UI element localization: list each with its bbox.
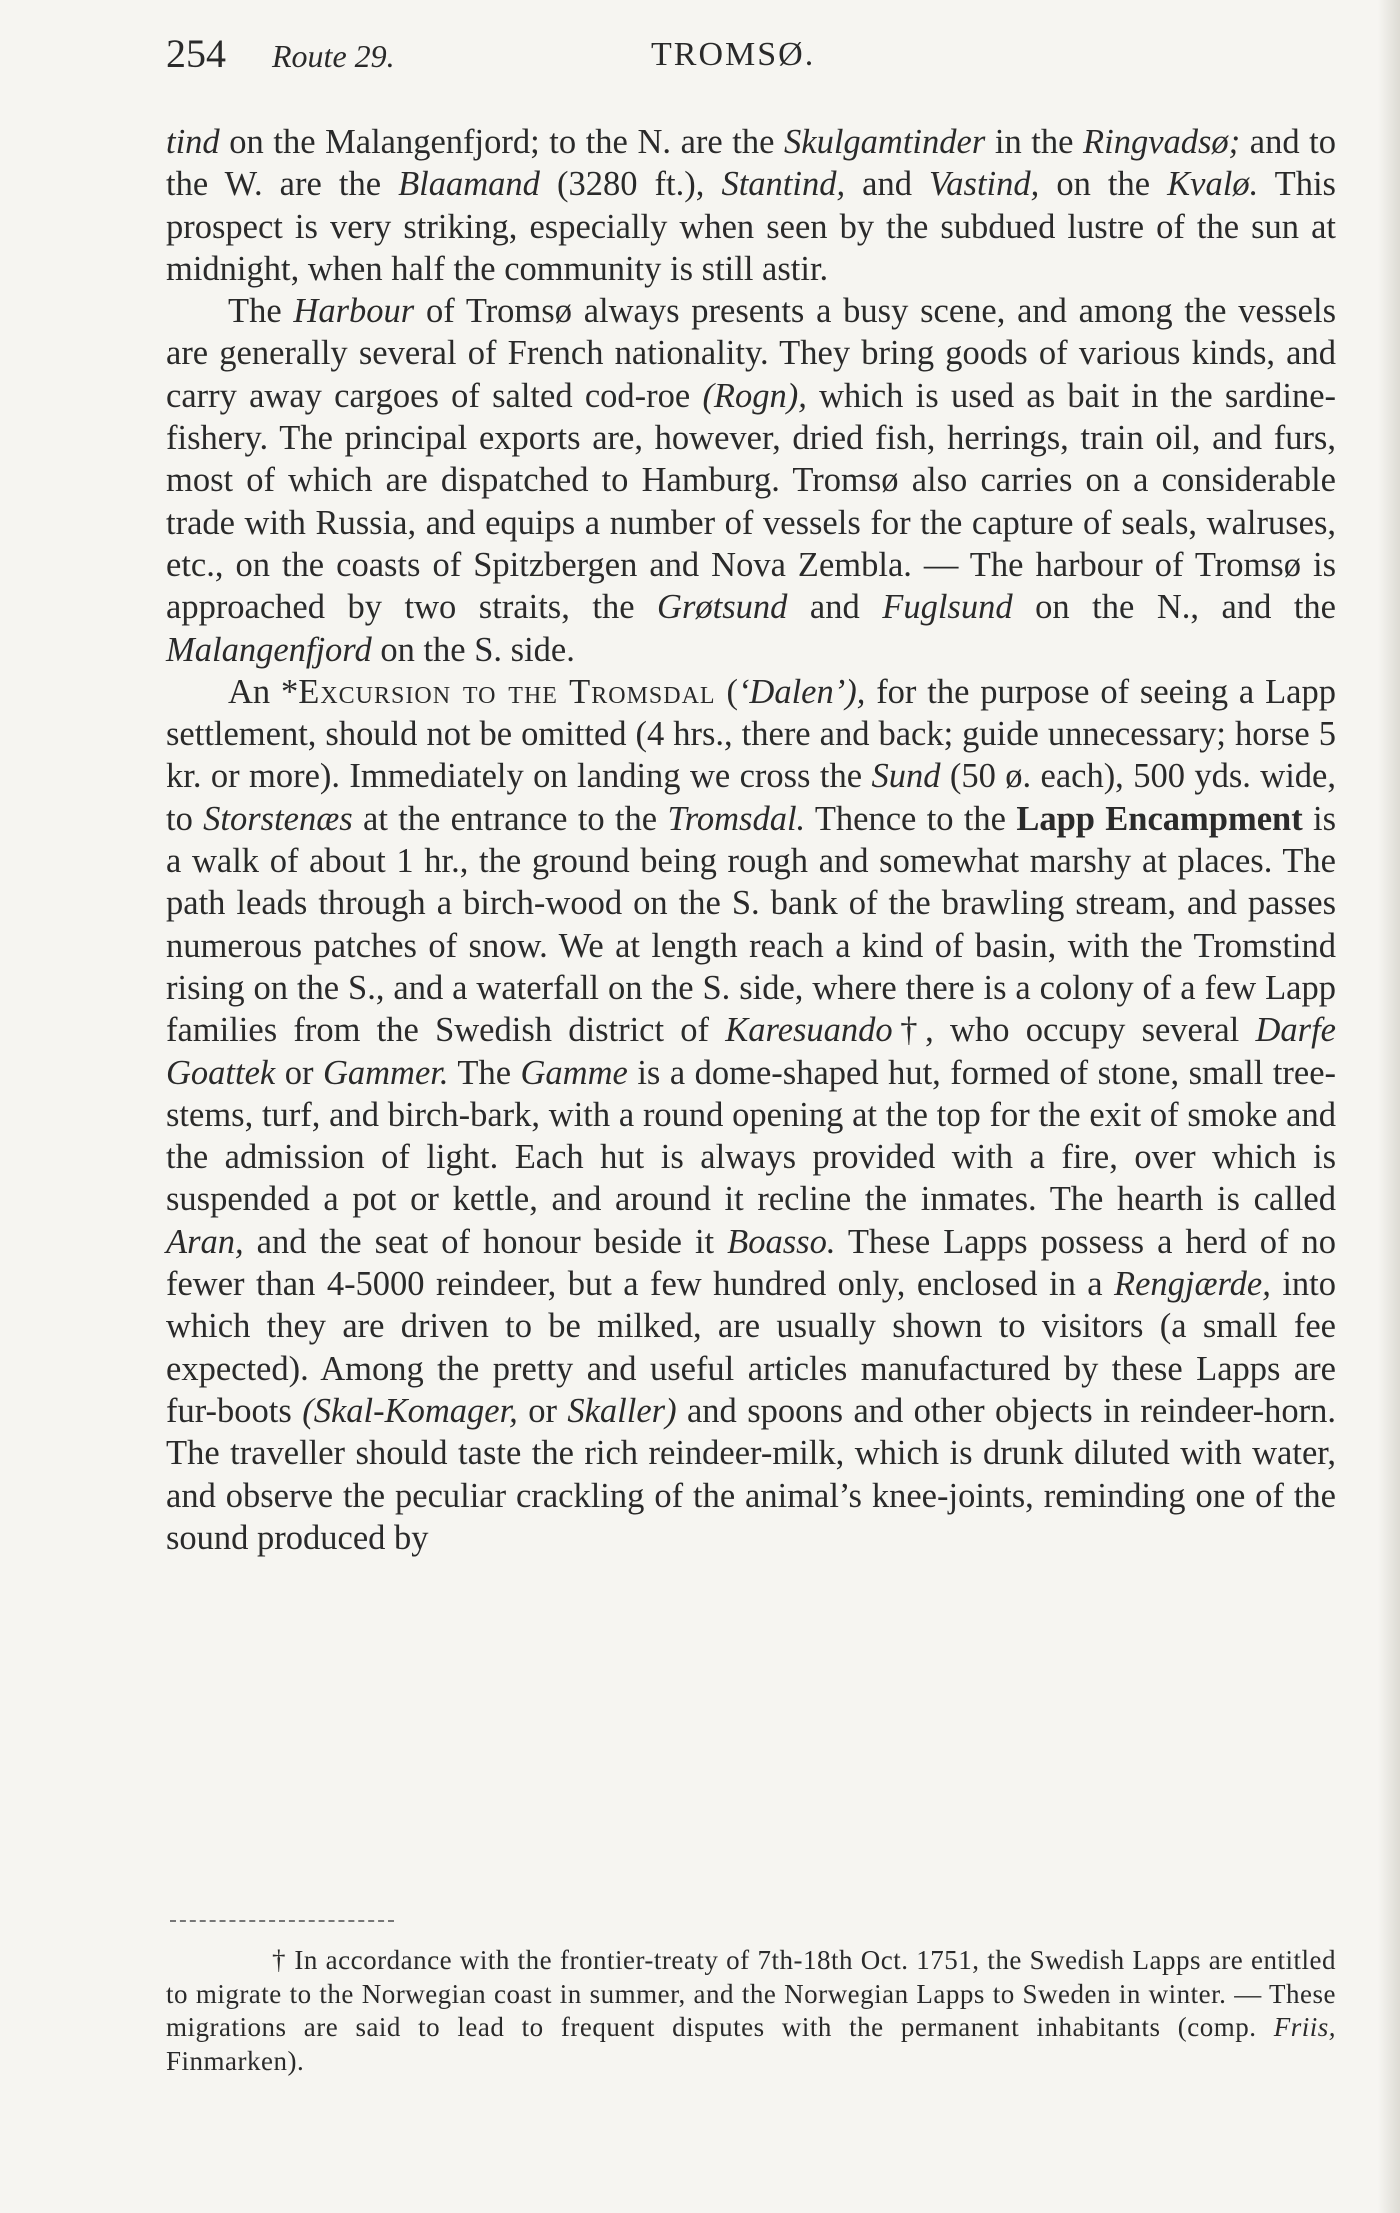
italic-term: Gammer.	[322, 1053, 449, 1092]
italic-term: Rengjærde,	[1114, 1265, 1271, 1304]
text-run: is a walk of about 1 hr., the ground being rough and somewhat marshy at places. The path leads through a birch-wood on the S. bank of the brawling stream, and passes numerous patches of snow. We at length reach a kind of basin, with the Tromstind rising on the S., and a waterfall on the S. side, where there is a colony of a few Lapp families from the Swedish district of	[166, 799, 1337, 1050]
text-run: (50 ø. each), 500 yds. wide, to	[166, 757, 1336, 838]
italic-term: Ringvadsø;	[1083, 123, 1241, 161]
text-run: in the	[985, 123, 1084, 161]
page-number: 254	[166, 31, 226, 76]
italic-term: ‘Dalen’),	[737, 672, 866, 711]
italic-term: Darfe Goattek	[166, 1011, 1336, 1092]
italic-term: Storstenæs	[203, 799, 353, 838]
text-run: into which they are driven to be milked, are usually shown to visitors (a small fee expected). Among the pretty and useful articles manufactured by these Lapps are fur-boots	[166, 1265, 1336, 1430]
italic-term: Kvalø.	[1167, 165, 1259, 204]
text-run: (3280 ft.),	[539, 165, 722, 204]
text-run: The	[228, 292, 294, 331]
text-run: is a dome-shaped hut, formed of stone, small tree-stems, turf, and birch-bark, with a round opening at the top for the exit of smoke and the admission of light. Each hut is always provided with a fire, over which is suspended a pot or kettle, and around it recline the inmates. The hearth is called	[166, 1053, 1337, 1219]
text-run: and	[845, 165, 930, 204]
italic-term: Boasso.	[727, 1222, 836, 1261]
italic-term: Vastind,	[929, 165, 1040, 204]
italic-term: Skulgamtinder	[784, 123, 986, 161]
text-run: The	[448, 1053, 521, 1092]
text-run: (	[715, 672, 738, 711]
footnote	[166, 1944, 1336, 2078]
text-run: An *	[228, 672, 299, 711]
text-run: which is used as bait in the sardine-fishery. The principal exports are, however, dried fish, herrings, train oil, and furs, most of which are dispatched to Hamburg. Tromsø also carries on a considerable trade with Russia, and equips a number of vessels for the capture of seals, walruses, etc., on the coasts of Spitzbergen and Nova Zembla. — The harbour of Tromsø is approached by two straits, the	[166, 376, 1336, 627]
text-run: Finmarken).	[166, 2045, 305, 2076]
main-text	[166, 121, 1336, 1559]
text-run: and spoons and other objects in reindeer-horn. The traveller should taste the rich reindeer-milk, which is drunk diluted with water, and observe the peculiar crackling of the animal’s knee-joints, reminding one of the sound produced by	[166, 1391, 1336, 1557]
footnote-text	[166, 1944, 1336, 2078]
italic-term: (Skal-Komager,	[302, 1391, 518, 1430]
italic-term: Grøtsund	[657, 588, 788, 627]
text-run: These Lapps possess a herd of no fewer than 4-5000 reindeer, but a few hundred only, enclosed in a	[166, 1222, 1336, 1304]
italic-term: Skaller)	[567, 1391, 677, 1430]
text-run: Thence to the	[805, 799, 1017, 838]
italic-term: Gamme	[520, 1053, 628, 1092]
text-run: This prospect is very striking, especially when seen by the subdued lustre of the sun at midnight, when half the community is still astir.	[166, 165, 1336, 288]
text-run: and the seat of honour beside it	[243, 1222, 728, 1261]
italic-term: Friis,	[1273, 2012, 1336, 2042]
running-header	[166, 30, 1336, 90]
italic-term: Malangenfjord	[166, 630, 372, 669]
text-run: or	[517, 1391, 568, 1430]
text-run: on the N., and the	[1012, 588, 1336, 627]
text-run: † In accordance with the frontier-treaty of 7th-18th Oct. 1751, the Swedish Lapps are entitled to migrate to the Norwegian coast in summer, and the Norwegian Lapps to Sweden in winter. — These migrations are said to lead to frequent disputes with the permanent inhabitants (comp.	[166, 1945, 1336, 2042]
text-run: †, who occupy several	[892, 1011, 1256, 1050]
text-run: on the Malangenfjord; to the N. are the	[219, 123, 785, 161]
italic-term: Blaamand	[398, 165, 540, 204]
italic-term: Stantind,	[721, 165, 846, 204]
italic-term: tind	[166, 123, 220, 161]
text-run: on the	[1039, 165, 1168, 204]
text-run: for the purpose of seeing a Lapp settlement, should not be omitted (4 hrs., there and back; guide unnecessary; horse 5 kr. or more). Immediately on landing we cross the	[166, 672, 1336, 796]
page-edge-shadow	[1378, 0, 1400, 2213]
italic-term: Sund	[871, 757, 941, 796]
italic-term: Harbour	[293, 292, 415, 331]
text-run: of Tromsø always presents a busy scene, and among the vessels are generally several of French nationality. They bring goods of various kinds, and carry away cargoes of salted cod-roe	[166, 292, 1337, 415]
italic-term: Tromsdal.	[667, 799, 806, 838]
route-label: Route 29.	[272, 38, 395, 74]
running-title: TROMSØ.	[651, 36, 816, 73]
italic-term: Fuglsund	[882, 588, 1013, 627]
text-run: or	[275, 1053, 323, 1092]
text-run: and to the W. are the	[166, 123, 1337, 204]
paragraph	[166, 290, 1336, 671]
italic-term: Karesuando	[725, 1011, 893, 1050]
paragraph	[166, 671, 1336, 1559]
text-run: at the entrance to the	[352, 799, 668, 838]
small-caps-heading: Excursion to the Tromsdal	[298, 672, 716, 711]
italic-term: (Rogn),	[702, 376, 807, 415]
text-run: and	[787, 588, 883, 627]
text-run: on the S. side.	[371, 630, 575, 669]
italic-term: Aran,	[166, 1222, 244, 1261]
footnote-rule	[170, 1920, 394, 1922]
paragraph	[166, 121, 1336, 290]
bold-term: Lapp Encampment	[1016, 799, 1303, 838]
